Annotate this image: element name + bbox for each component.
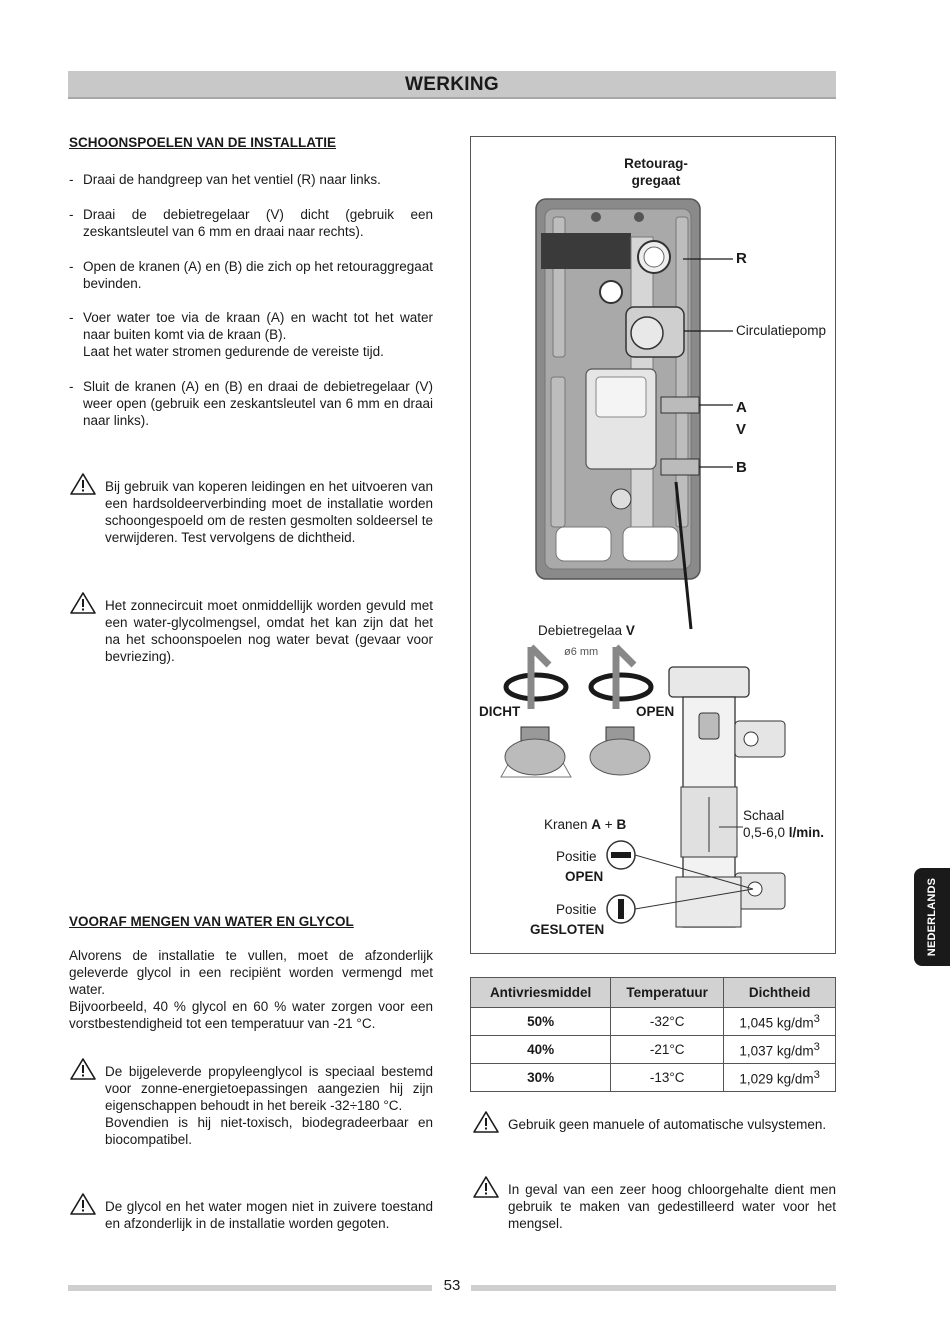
label-taps-plus: + bbox=[601, 817, 617, 832]
warning-triangle-icon bbox=[69, 472, 97, 496]
warning-text: Bij gebruik van koperen leidingen en het uitvoeren van een hardsoldeerverbinding moet de installatie worden schoongespoeld om de resten gesmolten soldeersel te verwijderen. Test vervolgens de dichtheid. bbox=[105, 479, 433, 545]
table-cell-antifreeze: 50% bbox=[471, 1008, 611, 1036]
label-A: A bbox=[736, 399, 747, 416]
language-tab-label: NEDERLANDS bbox=[926, 877, 938, 957]
label-closed-direction: DICHT bbox=[479, 704, 521, 719]
table-cell-antifreeze: 40% bbox=[471, 1036, 611, 1064]
label-return-unit-line2: gregaat bbox=[631, 173, 681, 188]
table-row bbox=[471, 1064, 836, 1092]
bullet-dash: - bbox=[69, 379, 74, 394]
label-scale-unit: l/min. bbox=[788, 825, 825, 840]
warning-text: Het zonnecircuit moet onmiddellijk worden gevuld met een water-glycolmengsel, omdat het kan zijn dat het na het schoonspoelen nog water bevat (gevaar voor bevriezing). bbox=[105, 598, 433, 664]
table-cell-temperature: -13°C bbox=[611, 1064, 724, 1092]
table-header-row bbox=[471, 978, 836, 1008]
label-position-open: Positie bbox=[556, 849, 597, 864]
antifreeze-density-table bbox=[470, 977, 836, 1092]
bullet-dash: - bbox=[69, 259, 74, 274]
label-taps-A: A bbox=[591, 817, 602, 832]
paragraph-text: Alvorens de installatie te vullen, moet de afzonderlijk geleverde glycol in een recipiënt worden vermengd met water. bbox=[69, 948, 433, 997]
return-unit-figure bbox=[470, 136, 836, 954]
label-position-open-value: OPEN bbox=[565, 869, 604, 884]
footer-rule-right bbox=[471, 1285, 836, 1291]
language-tab bbox=[914, 868, 950, 966]
table-cell-temperature: -32°C bbox=[611, 1008, 724, 1036]
warning-triangle-icon bbox=[472, 1110, 500, 1134]
page-title: WERKING bbox=[405, 74, 499, 95]
density-value: 1,045 kg/dm bbox=[739, 1015, 814, 1031]
label-taps-B: B bbox=[616, 817, 627, 832]
section-premix bbox=[69, 913, 433, 930]
bullet-text: Draai de handgreep van het ventiel (R) naar links. bbox=[83, 172, 381, 187]
bullet-4 bbox=[69, 309, 433, 360]
warning-text: Gebruik geen manuele of automatische vulsystemen. bbox=[508, 1117, 827, 1132]
bullet-text-continued: Laat het water stromen gedurende de vereiste tijd. bbox=[83, 344, 384, 359]
table-row bbox=[471, 1008, 836, 1036]
warning-text: De glycol en het water mogen niet in zuivere toestand en afzonderlijk in de installatie worden gegoten. bbox=[105, 1199, 433, 1231]
label-V: V bbox=[736, 421, 747, 438]
label-taps-text: Kranen bbox=[544, 817, 592, 832]
warning-text: In geval van een zeer hoog chloorgehalte dient men gebruik te maken van gedestilleerd water voor het mengsel. bbox=[508, 1182, 836, 1231]
table-cell-density bbox=[724, 1036, 836, 1064]
bullet-dash: - bbox=[69, 207, 74, 222]
table-header-cell: Temperatuur bbox=[611, 978, 724, 1008]
table-cell-density bbox=[724, 1064, 836, 1092]
density-exponent: 3 bbox=[813, 1068, 820, 1081]
label-return-unit-line1: Retourag- bbox=[624, 156, 688, 171]
density-exponent: 3 bbox=[813, 1040, 820, 1053]
bullet-1 bbox=[69, 171, 433, 188]
table-header-cell: Antivriesmiddel bbox=[471, 978, 611, 1008]
label-flow-regulator-letter: V bbox=[625, 623, 635, 638]
label-scale-title: Schaal bbox=[743, 808, 785, 823]
bullet-5 bbox=[69, 378, 433, 429]
table-cell-density bbox=[724, 1008, 836, 1036]
label-B: B bbox=[736, 459, 747, 476]
table-cell-antifreeze: 30% bbox=[471, 1064, 611, 1092]
section-flushing bbox=[69, 134, 433, 151]
label-scale-range: 0,5-6,0 bbox=[743, 825, 789, 840]
bullet-3 bbox=[69, 258, 433, 292]
warning-text-continued: Bovendien is hij niet-toxisch, biodegradeerbaar en biocompatibel. bbox=[105, 1115, 433, 1147]
bullet-dash: - bbox=[69, 172, 74, 187]
section-title-flushing: SCHOONSPOELEN VAN DE INSTALLATIE bbox=[69, 135, 337, 150]
bullet-text: Voer water toe via de kraan (A) en wacht tot het water naar buiten komt via de kraan (B). bbox=[83, 310, 433, 342]
warning-text: De bijgeleverde propyleenglycol is speciaal bestemd voor zonne-energietoepassingen aangezien hij zijn eigenschappen behoudt in het bereik -32÷180 °C. bbox=[105, 1064, 433, 1113]
label-return-unit bbox=[621, 155, 691, 189]
paragraph-text: Bijvoorbeeld, 40 % glycol en 60 % water zorgen voor een vorstbestendigheid tot een temperatuur van -21 °C. bbox=[69, 999, 433, 1031]
label-scale bbox=[743, 807, 824, 841]
footer-rule-left bbox=[68, 1285, 432, 1291]
warning-triangle-icon bbox=[472, 1175, 500, 1199]
density-value: 1,037 kg/dm bbox=[739, 1043, 814, 1059]
label-flow-regulator-text: Debietregelaa bbox=[538, 623, 626, 638]
bullet-2 bbox=[69, 206, 433, 240]
density-exponent: 3 bbox=[813, 1012, 820, 1025]
warning-block-2 bbox=[69, 597, 433, 665]
warning-block-5 bbox=[472, 1116, 836, 1133]
label-flow-regulator bbox=[538, 623, 635, 638]
warning-triangle-icon bbox=[69, 1192, 97, 1216]
bullet-text: Draai de debietregelaar (V) dicht (gebruik een zeskantsleutel van 6 mm en draai naar rechts). bbox=[83, 207, 433, 239]
bullet-text: Sluit de kranen (A) en (B) en draai de debietregelaar (V) weer open (gebruik een zeskantsleutel van 6 mm en draai naar links). bbox=[83, 379, 433, 428]
table-header-cell: Dichtheid bbox=[724, 978, 836, 1008]
warning-block-3 bbox=[69, 1063, 433, 1148]
label-position-closed: Positie bbox=[556, 902, 597, 917]
section-title-premix: VOORAF MENGEN VAN WATER EN GLYCOL bbox=[69, 914, 354, 929]
label-circulation-pump: Circulatiepomp bbox=[736, 323, 827, 338]
warning-triangle-icon bbox=[69, 591, 97, 615]
page-number: 53 bbox=[443, 1277, 461, 1294]
warning-block-6 bbox=[472, 1181, 836, 1232]
warning-block-4 bbox=[69, 1198, 433, 1232]
header-bar bbox=[68, 71, 836, 99]
label-position-closed-value: GESLOTEN bbox=[530, 922, 605, 937]
bullet-text: Open de kranen (A) en (B) die zich op het retouraggregaat bevinden. bbox=[83, 259, 433, 291]
density-value: 1,029 kg/dm bbox=[739, 1071, 814, 1087]
table-cell-temperature: -21°C bbox=[611, 1036, 724, 1064]
label-taps bbox=[544, 817, 626, 832]
label-open-direction: OPEN bbox=[636, 704, 675, 719]
bullet-dash: - bbox=[69, 310, 74, 325]
premix-paragraph bbox=[69, 947, 433, 1032]
table-row bbox=[471, 1036, 836, 1064]
warning-triangle-icon bbox=[69, 1057, 97, 1081]
warning-block-1 bbox=[69, 478, 433, 546]
label-hex-size: ø6 mm bbox=[564, 646, 599, 658]
label-R: R bbox=[736, 250, 747, 267]
